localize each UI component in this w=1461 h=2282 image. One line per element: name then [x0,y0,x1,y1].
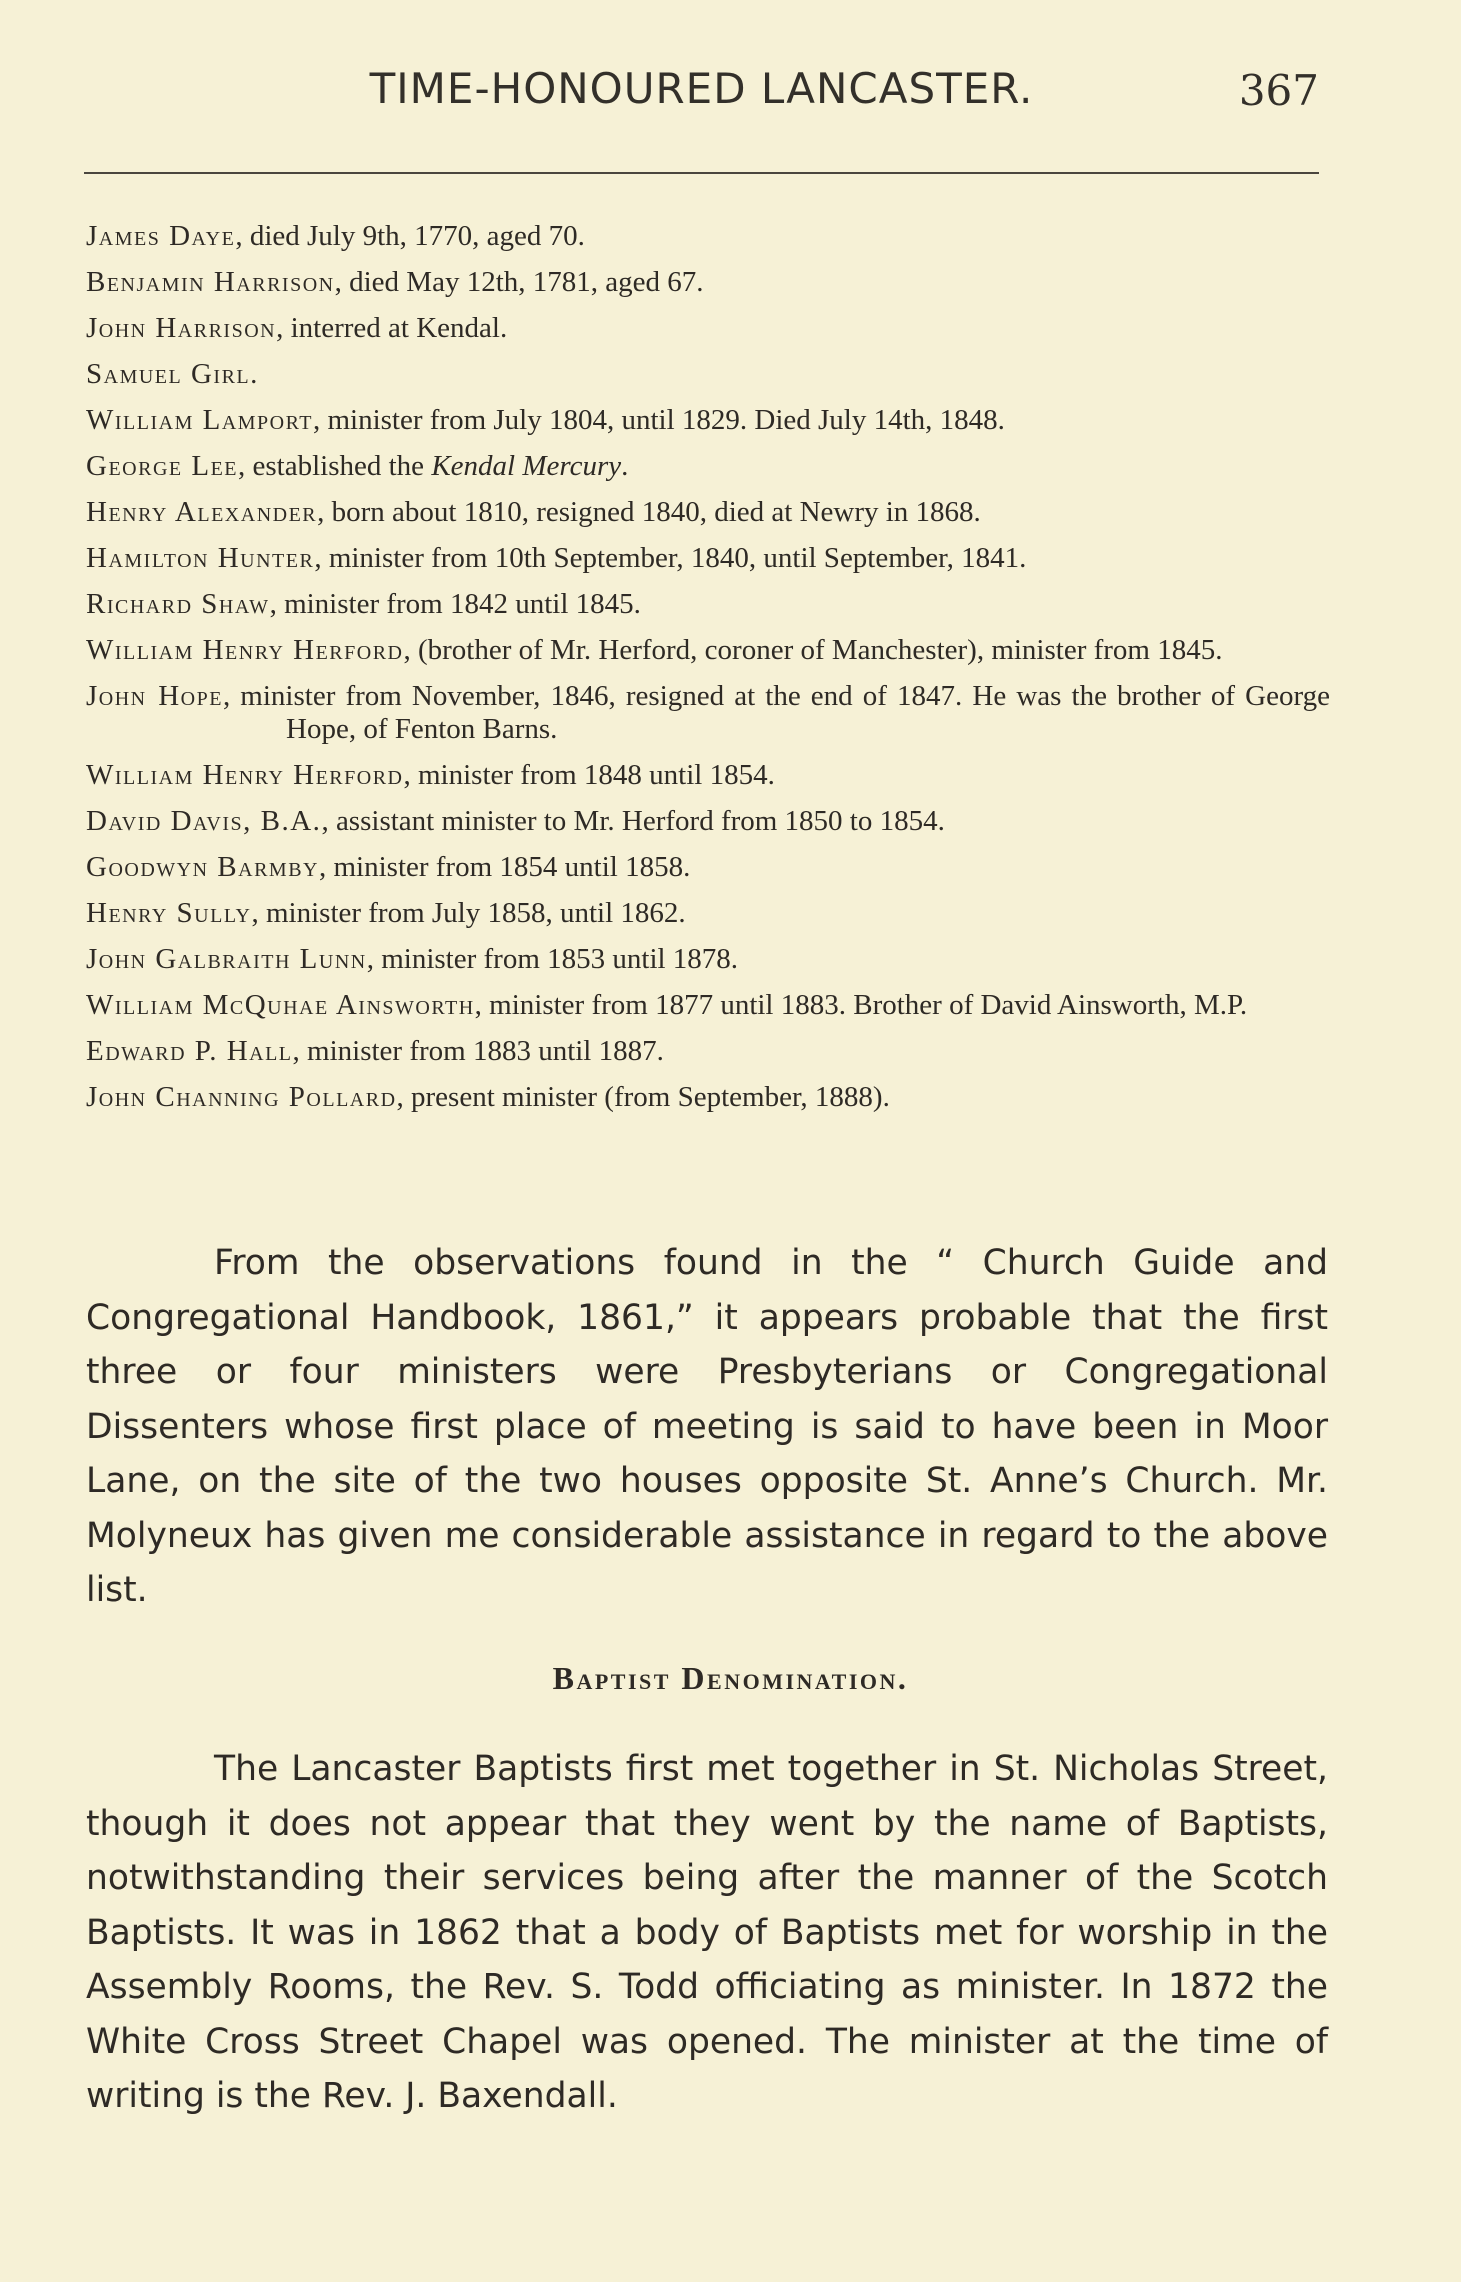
list-item [86,897,1330,930]
minister-details-end: . [621,450,629,482]
minister-name: John Galbraith Lunn [86,943,367,975]
minister-name: Hamilton Hunter [86,542,315,574]
body-paragraph-church-guide [86,1236,1328,1618]
list-item [86,634,1330,667]
list-item [86,1035,1330,1068]
list-item [86,851,1330,884]
list-item [86,680,1330,746]
list-item [86,542,1330,575]
minister-name: Edward P. Hall [86,1035,293,1067]
list-item [86,266,1330,299]
minister-details: , minister from 1854 until 1858. [318,851,691,883]
minister-name: Benjamin Harrison [86,266,335,298]
list-item [86,312,1330,345]
list-item [86,943,1330,976]
minister-details: , (brother of Mr. Herford, coroner of Manchester), minister from 1845. [403,634,1223,666]
list-item [86,450,1330,483]
minister-details: , minister from 1877 until 1883. Brother of David Ainsworth, M.P. [474,989,1248,1021]
body-paragraph-baptists [86,1742,1328,2124]
minister-name: Richard Shaw [86,588,270,620]
minister-details: , born about 1810, resigned 1840, died at Newry in 1868. [317,496,981,528]
newspaper-title: Kendal Mercury [431,450,622,482]
minister-details: . [250,358,258,390]
minister-name: George Lee [86,450,239,482]
list-item [86,404,1330,437]
minister-name: Henry Alexander [86,496,318,528]
minister-name: William Henry Herford [86,634,404,666]
paragraph-text: From the observations found in the “ Church Guide and Congregational Handbook, 1861,” it appears probable that the first three or four ministers were Presbyterians or Congregational Dissenters whose first place of meeting is said to have been in Moor Lane, on the site of the two houses opposite St. Anne’s Church. Mr. Molyneux has given me considerable assistance in regard to the above list. [86,1243,1328,1610]
list-item [86,805,1330,838]
minister-name: John Harrison [86,312,277,344]
minister-details: , minister from 10th September, 1840, until September, 1841. [314,542,1027,574]
minister-details: , minister from July 1858, until 1862. [251,897,686,929]
minister-name: James Daye [86,220,236,252]
list-item [86,989,1330,1022]
minister-details: , assistant minister to Mr. Herford from 1850 to 1854. [321,805,945,837]
minister-name: William Lamport [86,404,313,436]
running-title: TIME-HONOURED LANCASTER. [369,64,1034,113]
section-heading: Baptist Denomination. [552,1660,909,1696]
list-item [86,496,1330,529]
minister-name: William McQuhae Ainsworth [86,989,475,1021]
minister-name: John Channing Pollard [86,1081,397,1113]
page-number: 367 [1238,66,1319,115]
minister-name: John Hope [86,680,223,712]
header-rule [84,172,1319,174]
list-item [86,588,1330,621]
paragraph-indent [86,1749,214,1789]
minister-name: Samuel Girl [86,358,251,390]
minister-details: , minister from November, 1846, resigned at the end of 1847. He was the brother of George Hope, of Fenton Barns. [222,680,1330,745]
minister-details: , interred at Kendal. [276,312,508,344]
minister-details: , died July 9th, 1770, aged 70. [235,220,585,252]
list-item [86,220,1330,253]
paragraph-indent [86,1243,214,1283]
minister-details: , minister from 1853 until 1878. [366,943,739,975]
minister-name: Henry Sully [86,897,252,929]
minister-details: , minister from 1848 until 1854. [403,759,775,791]
minister-details: , present minister (from September, 1888). [396,1081,890,1113]
minister-name: William Henry Herford [86,759,404,791]
minister-details: , established the [238,450,432,482]
minister-name: Goodwyn Barmby [86,851,319,883]
minister-details: , died May 12th, 1781, aged 67. [334,266,704,298]
paragraph-text: The Lancaster Baptists first met together in St. Nicholas Street, though it does not appear that they went by the name of Baptists, notwithstanding their services being after the manner of the Scotch Baptists. It was in 1862 that a body of Baptists met for worship in the Assembly Rooms, the Rev. S. Todd officiating as minister. In 1872 the White Cross Street Chapel was opened. The minister at the time of writing is the Rev. J. Baxendall. [86,1749,1328,2116]
ministers-list [86,220,1330,1127]
list-item [86,358,1330,391]
list-item [86,759,1330,792]
list-item [86,1081,1330,1114]
minister-details: , minister from 1883 until 1887. [292,1035,664,1067]
page-header [84,64,1319,124]
minister-name: David Davis, B.A. [86,805,322,837]
minister-details: , minister from July 1804, until 1829. Died July 14th, 1848. [312,404,1005,436]
minister-details: , minister from 1842 until 1845. [269,588,641,620]
